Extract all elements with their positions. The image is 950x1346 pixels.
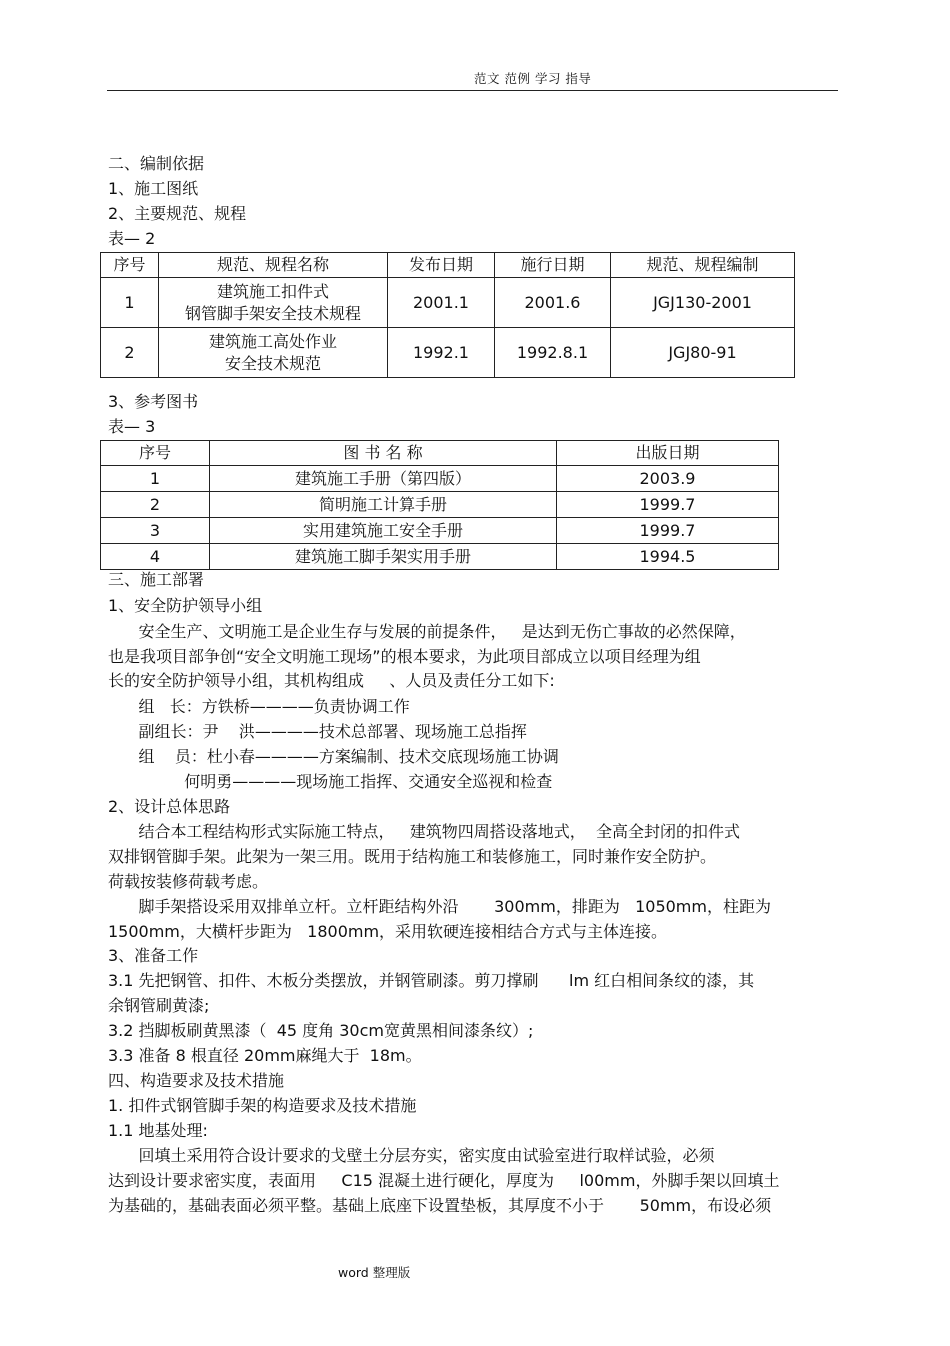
table-cell: 2 — [101, 492, 210, 518]
member-line: 何明勇————现场施工指挥、交通安全巡视和检查 — [108, 772, 553, 791]
subsection-heading: 1、安全防护领导小组 — [108, 596, 263, 615]
paragraph-line: 回填土采用符合设计要求的戈壁土分层夯实，密实度由试验室进行取样试验，必须 — [108, 1146, 715, 1165]
cell-line: 安全技术规范 — [224, 353, 321, 373]
table-header-cell: 出版日期 — [557, 441, 779, 466]
subsection-heading: 3、准备工作 — [108, 946, 199, 965]
table-caption: 表— 3 — [108, 417, 156, 436]
table-cell: 1999.7 — [557, 492, 779, 518]
table-cell: 3 — [101, 518, 210, 544]
paragraph-line: 荷载按装修荷载考虑。 — [108, 872, 269, 891]
paragraph-line: 为基础的，基础表面必须平整。基础上底座下设置垫板，其厚度不小于 50mm，布设必须 — [108, 1196, 772, 1215]
member-line: 副组长：尹 洪————技术总部署、现场施工总指挥 — [108, 722, 527, 741]
table-caption: 表— 2 — [108, 229, 156, 248]
table-cell — [159, 278, 388, 328]
paragraph-line: 余钢管刷黄漆; — [108, 996, 210, 1015]
subsection-heading: 3、参考图书 — [108, 392, 199, 411]
table-cell: 2001.1 — [388, 278, 495, 328]
table-row — [101, 518, 779, 544]
standards-table — [100, 252, 795, 378]
table-cell: 建筑施工手册（第四版） — [210, 466, 557, 492]
table-cell: JGJ80-91 — [611, 328, 795, 378]
paragraph-line: 3.2 挡脚板刷黄黑漆（ 45 度角 30cm宽黄黑相间漆条纹）; — [108, 1021, 534, 1040]
table-cell: 1 — [101, 466, 210, 492]
section-heading: 四、构造要求及技术措施 — [108, 1071, 285, 1090]
table-header-cell: 规范、规程编制 — [611, 253, 795, 278]
subsection-heading: 1.1 地基处理: — [108, 1121, 208, 1140]
table-header-cell: 序号 — [101, 253, 159, 278]
table-row — [101, 492, 779, 518]
member-line: 组 长：方铁桥————负责协调工作 — [108, 697, 410, 716]
paragraph-line: 3.1 先把钢管、扣件、木板分类摆放，并钢管刷漆。剪刀撑刷 lm 红白相间条纹的漆，其 — [108, 971, 755, 990]
table-cell — [159, 328, 388, 378]
table-cell: 1992.8.1 — [495, 328, 611, 378]
cell-line: 钢管脚手架安全技术规程 — [184, 303, 361, 323]
table-header-cell: 序号 — [101, 441, 210, 466]
table-cell: 1 — [101, 278, 159, 328]
table-cell: 实用建筑施工安全手册 — [210, 518, 557, 544]
table-header-row — [101, 253, 795, 278]
header-rule — [107, 90, 838, 91]
table-header-cell: 规范、规程名称 — [159, 253, 388, 278]
paragraph-line: 长的安全防护领导小组，其机构组成 、人员及责任分工如下: — [108, 671, 555, 690]
table-header-cell: 图 书 名 称 — [210, 441, 557, 466]
section-heading: 三、施工部署 — [108, 570, 205, 589]
table-cell: 4 — [101, 544, 210, 570]
paragraph-line: 安全生产、文明施工是企业生存与发展的前提条件， 是达到无伤亡事故的必然保障， — [108, 622, 746, 641]
table-row — [101, 466, 779, 492]
subsection-heading: 1. 扣件式钢管脚手架的构造要求及技术措施 — [108, 1096, 417, 1115]
paragraph-line: 脚手架搭设采用双排单立杆。立杆距结构外沿 300mm，排距为 1050mm，柱距为 — [108, 897, 771, 916]
cell-line: 建筑施工扣件式 — [216, 281, 329, 301]
paragraph-line: 也是我项目部争创“安全文明施工现场”的根本要求，为此项目部成立以项目经理为组 — [108, 647, 701, 666]
table-cell: 1994.5 — [557, 544, 779, 570]
table-cell: 2001.6 — [495, 278, 611, 328]
subsection-heading: 1、施工图纸 — [108, 179, 199, 198]
cell-line: 建筑施工高处作业 — [208, 331, 337, 351]
table-cell: 1992.1 — [388, 328, 495, 378]
member-line: 组 员：杜小春————方案编制、技术交底现场施工协调 — [108, 747, 559, 766]
table-cell: 简明施工计算手册 — [210, 492, 557, 518]
subsection-heading: 2、设计总体思路 — [108, 797, 231, 816]
section-heading: 二、编制依据 — [108, 154, 205, 173]
table-cell: 建筑施工脚手架实用手册 — [210, 544, 557, 570]
table-row — [101, 278, 795, 328]
table-header-cell: 施行日期 — [495, 253, 611, 278]
table-cell: 2003.9 — [557, 466, 779, 492]
table-cell: 1999.7 — [557, 518, 779, 544]
paragraph-line: 双排钢管脚手架。此架为一架三用。既用于结构施工和装修施工，同时兼作安全防护。 — [108, 847, 717, 866]
paragraph-line: 1500mm，大横杆步距为 1800mm，采用软硬连接相结合方式与主体连接。 — [108, 922, 668, 941]
table-header-cell: 发布日期 — [388, 253, 495, 278]
subsection-heading: 2、主要规范、规程 — [108, 204, 247, 223]
page-header: 范文 范例 学习 指导 — [474, 71, 592, 86]
paragraph-line: 3.3 准备 8 根直径 20mm麻绳大于 18m。 — [108, 1046, 422, 1065]
table-cell: 2 — [101, 328, 159, 378]
page-footer: word 整理版 — [338, 1265, 411, 1280]
paragraph-line: 结合本工程结构形式实际施工特点， 建筑物四周搭设落地式， 全高全封闭的扣件式 — [108, 822, 740, 841]
paragraph-line: 达到设计要求密实度，表面用 C15 混凝土进行硬化，厚度为 l00mm，外脚手架以回填土 — [108, 1171, 780, 1190]
table-cell: JGJ130-2001 — [611, 278, 795, 328]
references-table — [100, 440, 779, 570]
table-row — [101, 328, 795, 378]
table-row — [101, 544, 779, 570]
table-header-row — [101, 441, 779, 466]
